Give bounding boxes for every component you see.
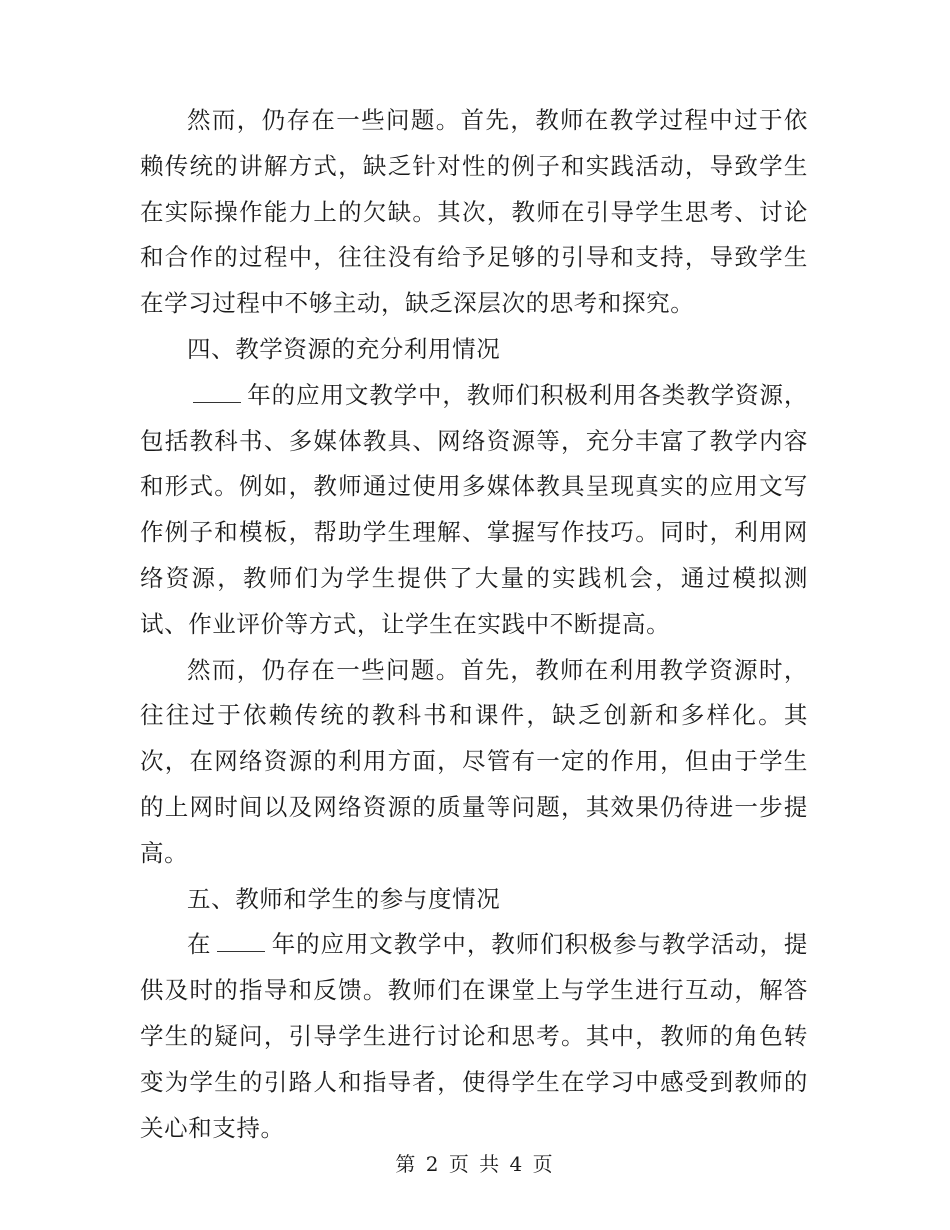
paragraph-text: 然而，仍存在一些问题。首先，教师在利用教学资源时，往往过于依赖传统的教科书和课件，缺乏创新和多样化。其次，在网络资源的利用方面，尽管有一定的作用，但由于学生的上网时间以及网络资源的质量等问题，其效果仍待进一步提高。	[140, 655, 808, 867]
paragraph-problems-resources	[140, 648, 808, 877]
year-blank	[217, 950, 265, 952]
paragraph-participation	[140, 922, 808, 1151]
paragraph-problems-teaching	[140, 98, 808, 327]
document-body	[140, 98, 808, 1151]
page-number-text: 第 2 页 共 4 页	[395, 1152, 555, 1176]
paragraph-resources	[140, 373, 808, 648]
year-blank	[193, 401, 241, 403]
paragraph-text-prefix: 在	[187, 930, 212, 959]
section-heading-5	[140, 877, 808, 923]
paragraph-text: 年的应用文教学中，教师们积极利用各类教学资源，包括教科书、多媒体教具、网络资源等，充分丰富了教学内容和形式。例如，教师通过使用多媒体教具呈现真实的应用文写作例子和模板，帮助学生理解、掌握写作技巧。同时，利用网络资源，教师们为学生提供了大量的实践机会，通过模拟测试、作业评价等方式，让学生在实践中不断提高。	[140, 380, 808, 638]
page-footer	[0, 1148, 950, 1177]
heading-text: 四、教学资源的充分利用情况	[187, 334, 501, 363]
heading-text: 五、教师和学生的参与度情况	[187, 884, 501, 913]
section-heading-4	[140, 327, 808, 373]
paragraph-text: 年的应用文教学中，教师们积极参与教学活动，提供及时的指导和反馈。教师们在课堂上与学生进行互动，解答学生的疑问，引导学生进行讨论和思考。其中，教师的角色转变为学生的引路人和指导者，使得学生在学习中感受到教师的关心和支持。	[140, 930, 809, 1142]
paragraph-text: 然而，仍存在一些问题。首先，教师在教学过程中过于依赖传统的讲解方式，缺乏针对性的例子和实践活动，导致学生在实际操作能力上的欠缺。其次，教师在引导学生思考、讨论和合作的过程中，往往没有给予足够的引导和支持，导致学生在学习过程中不够主动，缺乏深层次的思考和探究。	[140, 106, 808, 318]
